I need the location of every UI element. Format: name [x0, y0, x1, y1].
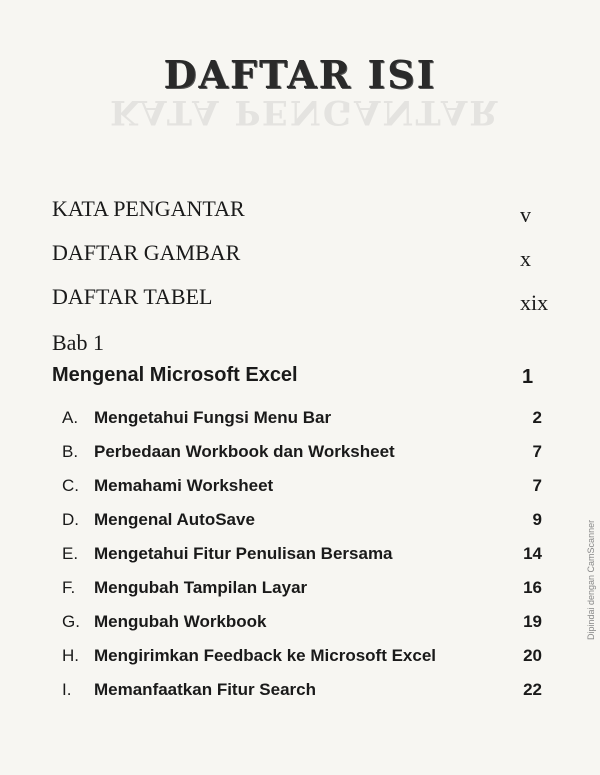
toc-entry-page: v [520, 202, 531, 227]
toc-section-h[interactable] [62, 646, 542, 672]
section-page: 2 [532, 408, 542, 427]
section-letter: D. [62, 510, 79, 529]
section-label: Mengetahui Fitur Penulisan Bersama [94, 544, 393, 563]
toc-section-g[interactable] [62, 612, 542, 638]
section-label: Memahami Worksheet [94, 476, 274, 495]
section-label: Mengirimkan Feedback ke Microsoft Excel [94, 646, 437, 665]
section-page: 19 [523, 612, 542, 631]
section-letter: H. [62, 646, 79, 665]
toc-section-i[interactable] [62, 680, 542, 706]
section-letter: G. [62, 612, 80, 631]
toc-section-f[interactable] [62, 578, 542, 604]
page-title: DAFTAR ISI [163, 52, 437, 97]
section-letter: I. [62, 680, 72, 699]
section-letter: F. [62, 578, 76, 597]
section-label: Mengenal AutoSave [94, 510, 255, 529]
section-page: 20 [523, 646, 542, 665]
section-letter: B. [62, 442, 79, 461]
section-label: Mengubah Tampilan Layar [94, 578, 308, 597]
toc-section-c[interactable] [62, 476, 542, 502]
section-label: Perbedaan Workbook dan Worksheet [94, 442, 395, 461]
section-letter: E. [62, 544, 79, 563]
chapter-title: Mengenal Microsoft Excel [52, 364, 298, 386]
bleed-through-text: KATA PENGANTAR [110, 92, 500, 132]
toc-entry-label: DAFTAR TABEL [52, 284, 213, 309]
section-page: 14 [523, 544, 542, 563]
section-page: 9 [532, 510, 542, 529]
section-page: 7 [532, 442, 542, 461]
section-page: 22 [523, 680, 542, 699]
toc-section-d[interactable] [62, 510, 542, 536]
section-letter: C. [62, 476, 79, 495]
section-label: Mengetahui Fungsi Menu Bar [94, 408, 332, 427]
toc-section-a[interactable] [62, 408, 542, 434]
toc-entry-label: DAFTAR GAMBAR [52, 240, 241, 265]
toc-entry-label: KATA PENGANTAR [52, 196, 245, 221]
toc-entry-page: x [520, 246, 531, 271]
section-page: 7 [532, 476, 542, 495]
chapter-page: 1 [522, 366, 534, 388]
section-page: 16 [523, 578, 542, 597]
section-letter: A. [62, 408, 79, 427]
chapter-number: Bab 1 [52, 330, 104, 355]
toc-section-b[interactable] [62, 442, 542, 468]
section-label: Mengubah Workbook [94, 612, 267, 631]
toc-entry-page: xix [520, 290, 549, 315]
scanner-watermark: Dipindai dengan CamScanner [586, 519, 596, 640]
section-label: Memanfaatkan Fitur Search [94, 680, 317, 699]
toc-section-e[interactable] [62, 544, 542, 570]
